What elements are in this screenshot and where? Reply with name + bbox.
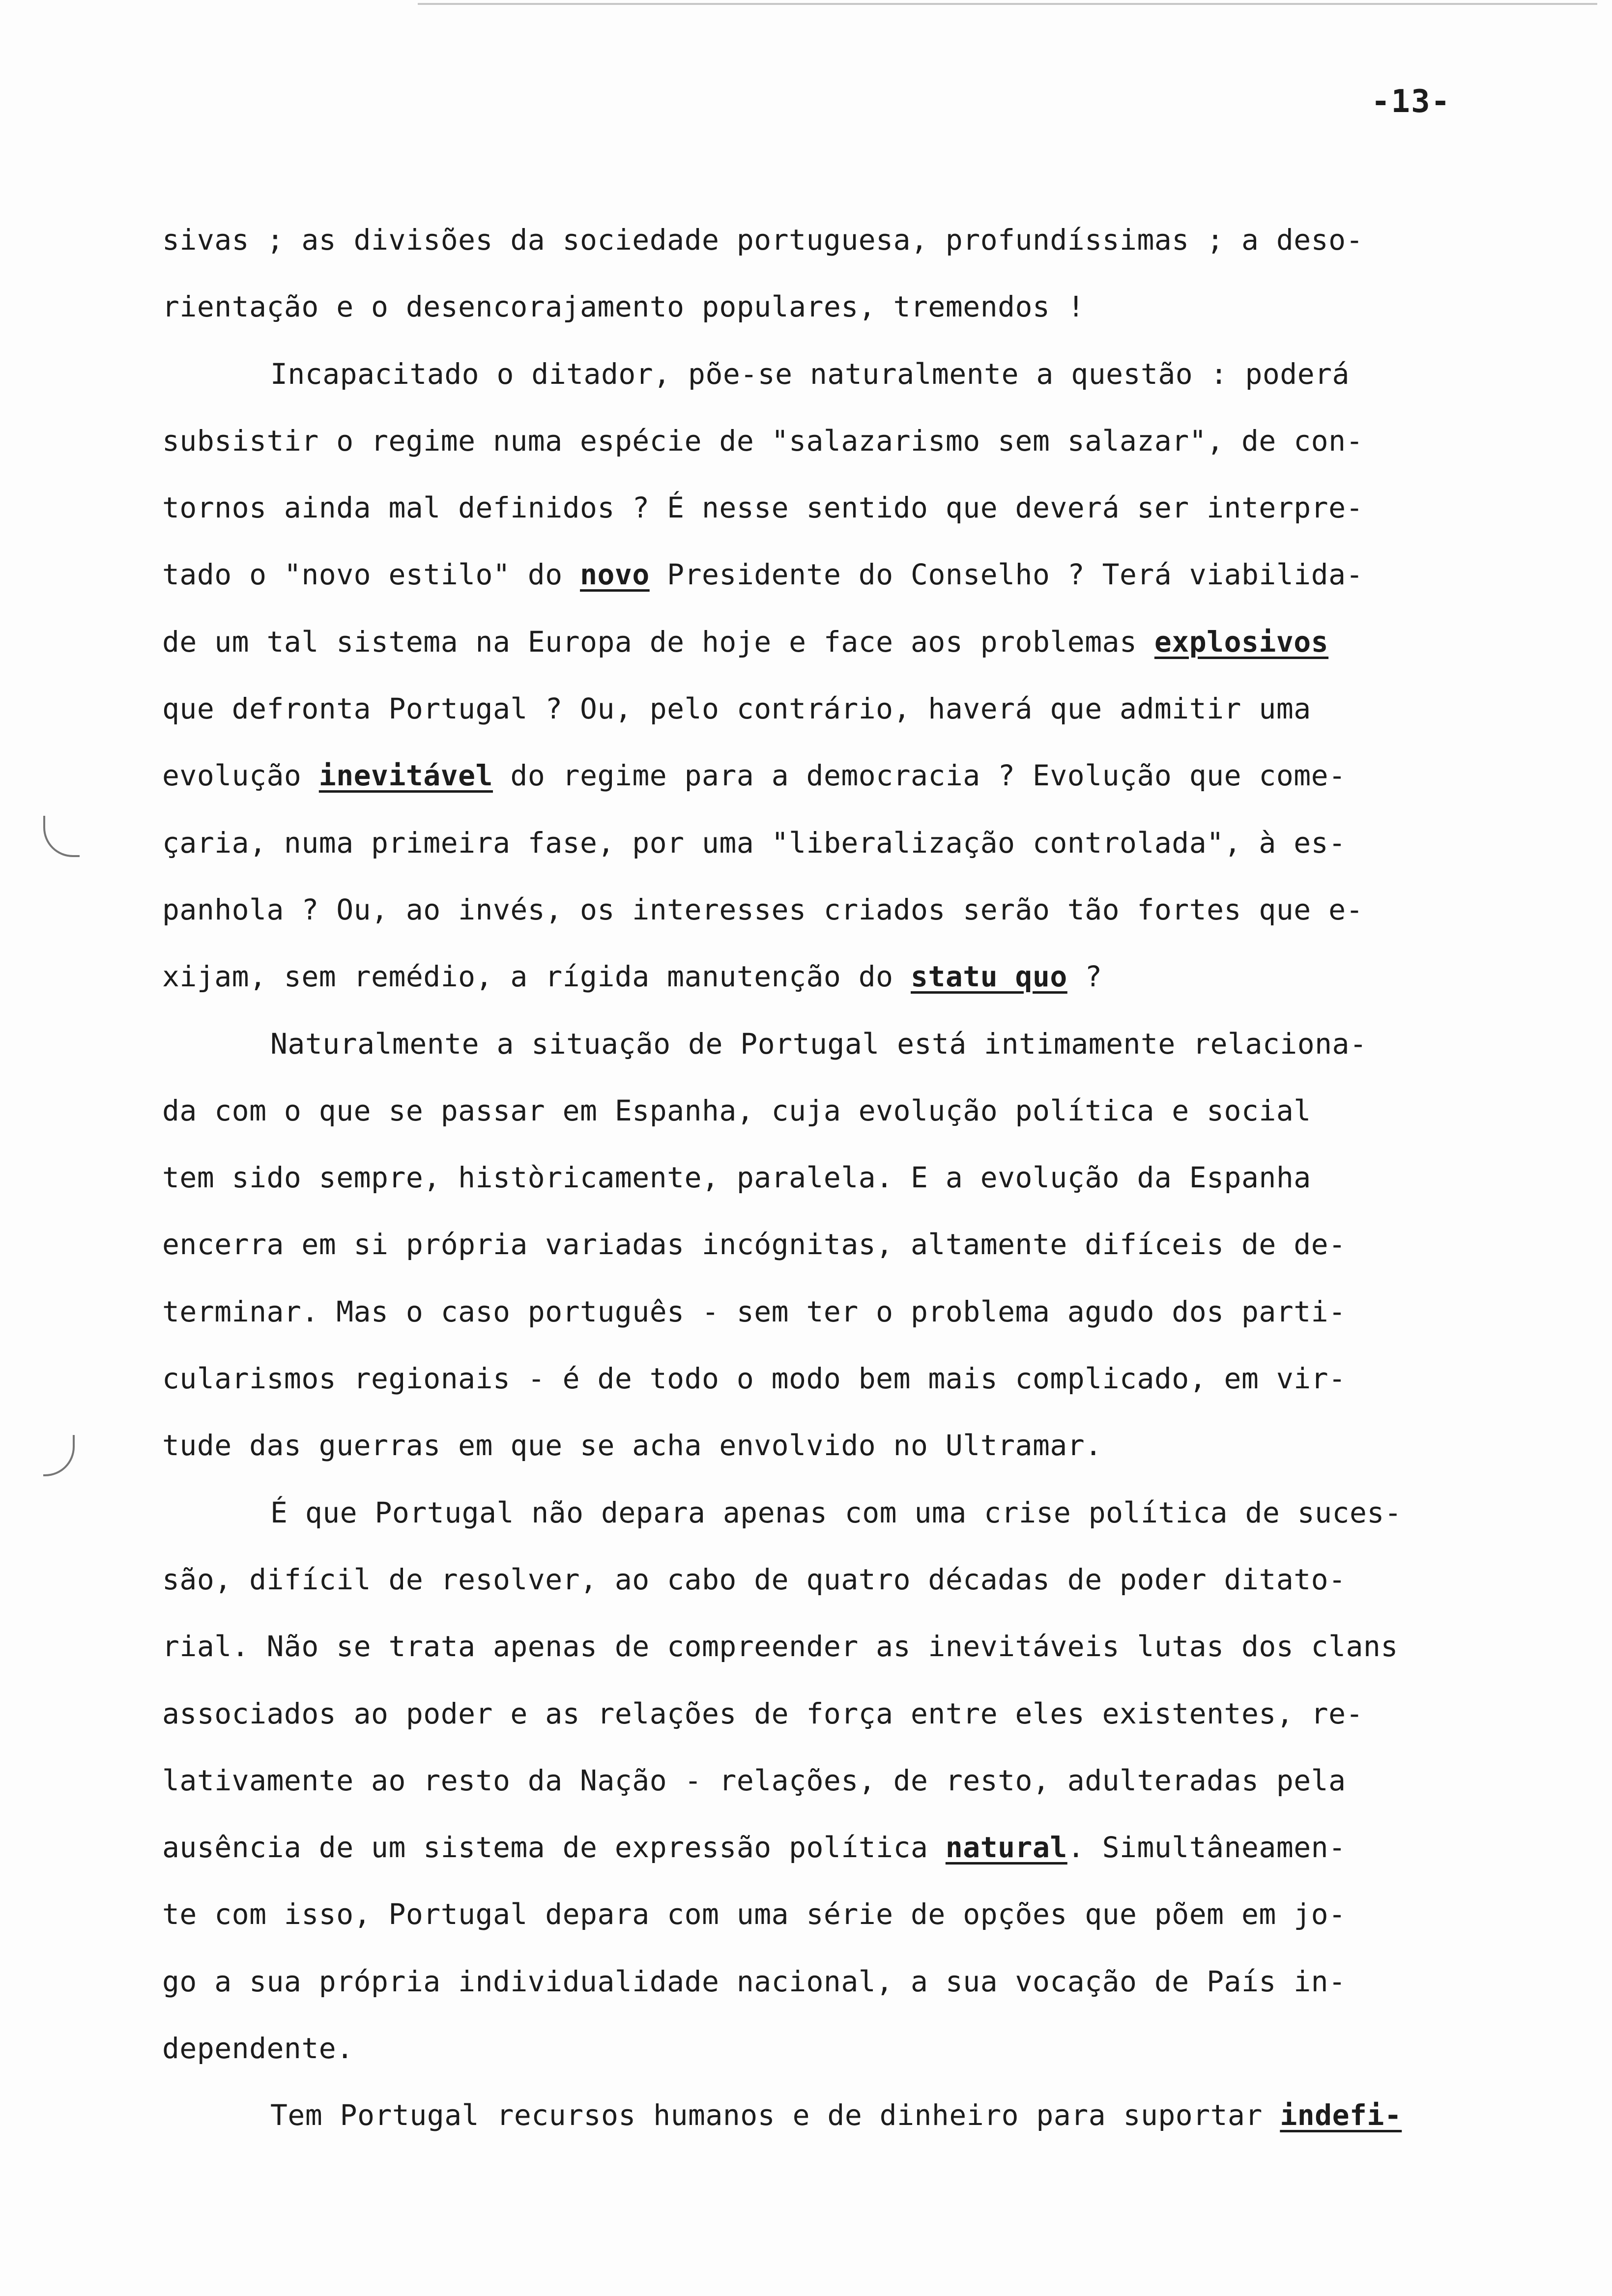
text-line — [162, 1345, 1573, 1412]
text-segment: ? — [1067, 960, 1102, 994]
text-line — [162, 273, 1573, 340]
text-line — [162, 341, 1573, 407]
text-line — [162, 876, 1573, 943]
text-line — [162, 1814, 1573, 1881]
text-line — [162, 1144, 1573, 1211]
text-segment: tem sido sempre, històricamente, paralela. E a evolução da Espanha — [162, 1161, 1311, 1195]
text-line — [162, 1546, 1573, 1613]
text-line — [162, 1680, 1573, 1747]
page-number: -13- — [1371, 84, 1451, 120]
text-segment: te com isso, Portugal depara com uma série de opções que põem em jo- — [162, 1897, 1346, 1931]
text-line — [162, 474, 1573, 541]
paragraph — [162, 1010, 1573, 1479]
text-segment: xijam, sem remédio, a rígida manutenção do — [162, 960, 911, 994]
underlined-text: inevitável — [318, 759, 493, 793]
text-line — [162, 2082, 1573, 2149]
text-line — [162, 1412, 1573, 1479]
underlined-text: novo — [580, 558, 650, 592]
text-segment: dependente. — [162, 2032, 354, 2066]
text-segment: rial. Não se trata apenas de compreender as inevitáveis lutas dos clans — [162, 1630, 1398, 1664]
text-segment: terminar. Mas o caso português - sem ter o problema agudo dos parti- — [162, 1294, 1346, 1328]
underlined-text: statu quo — [911, 960, 1067, 994]
text-segment: tude das guerras em que se acha envolvido no Ultramar. — [162, 1429, 1102, 1463]
text-segment: ausência de um sistema de expressão política — [162, 1831, 946, 1865]
text-line — [162, 1077, 1573, 1144]
text-line — [162, 943, 1573, 1010]
paragraph — [162, 206, 1573, 341]
text-line — [162, 675, 1573, 742]
text-segment: do regime para a democracia ? Evolução que come- — [492, 759, 1346, 793]
text-line — [162, 206, 1573, 273]
text-line — [162, 1010, 1573, 1077]
text-line — [162, 1479, 1573, 1546]
text-segment: panhola ? Ou, ao invés, os interesses criados serão tão fortes que e- — [162, 892, 1363, 926]
paragraph — [162, 341, 1573, 1010]
text-segment: que defronta Portugal ? Ou, pelo contrário, haverá que admitir uma — [162, 692, 1311, 726]
paragraph — [162, 1479, 1573, 2082]
text-segment: associados ao poder e as relações de força entre eles existentes, re- — [162, 1696, 1363, 1730]
text-line — [162, 407, 1573, 474]
text-line — [162, 1211, 1573, 1278]
text-line — [162, 1747, 1573, 1814]
text-segment: tado o "novo estilo" do — [162, 558, 580, 592]
text-segment: são, difícil de resolver, ao cabo de quatro décadas de poder ditato- — [162, 1562, 1346, 1596]
text-line — [162, 742, 1573, 809]
text-segment: subsistir o regime numa espécie de "salazarismo sem salazar", de con- — [162, 424, 1363, 458]
text-line — [162, 809, 1573, 876]
text-line — [162, 1948, 1573, 2015]
text-segment: . Simultâneamen- — [1067, 1831, 1346, 1865]
underlined-text: natural — [945, 1831, 1067, 1865]
text-line — [162, 541, 1573, 608]
text-segment: cularismos regionais - é de todo o modo bem mais complicado, em vir- — [162, 1362, 1346, 1396]
text-segment: É que Portugal não depara apenas com uma crise política de suces- — [270, 1495, 1402, 1529]
underlined-text: explosivos — [1154, 625, 1329, 659]
punch-hole-mark-icon — [43, 816, 80, 857]
typed-body-text — [162, 206, 1573, 2149]
text-segment: da com o que se passar em Espanha, cuja evolução política e social — [162, 1093, 1311, 1127]
text-segment: evolução — [162, 759, 319, 793]
text-segment: Naturalmente a situação de Portugal está intimamente relaciona- — [270, 1027, 1367, 1061]
paragraph — [162, 2082, 1573, 2149]
text-segment: Presidente do Conselho ? Terá viabilida- — [649, 558, 1363, 592]
punch-hole-mark-icon — [43, 1435, 75, 1476]
text-segment: Tem Portugal recursos humanos e de dinheiro para suportar — [270, 2098, 1280, 2132]
text-segment: tornos ainda mal definidos ? É nesse sentido que deverá ser interpre- — [162, 491, 1363, 525]
top-edge-rule — [418, 3, 1597, 5]
text-segment: sivas ; as divisões da sociedade portuguesa, profundíssimas ; a deso- — [162, 223, 1363, 257]
text-segment: lativamente ao resto da Nação - relações, de resto, adulteradas pela — [162, 1763, 1346, 1797]
underlined-text: indefi- — [1280, 2098, 1402, 2132]
text-segment: rientação e o desencorajamento populares, tremendos ! — [162, 290, 1085, 324]
text-segment: çaria, numa primeira fase, por uma "liberalização controlada", à es- — [162, 826, 1346, 860]
text-line — [162, 2015, 1573, 2082]
text-line — [162, 1278, 1573, 1345]
text-segment: go a sua própria individualidade nacional, a sua vocação de País in- — [162, 1964, 1346, 1998]
text-line — [162, 1881, 1573, 1948]
text-segment: encerra em si própria variadas incógnitas, altamente difíceis de de- — [162, 1228, 1346, 1262]
text-line — [162, 1613, 1573, 1680]
text-line — [162, 608, 1573, 675]
text-segment: Incapacitado o ditador, põe-se naturalmente a questão : poderá — [270, 357, 1350, 391]
text-segment: de um tal sistema na Europa de hoje e face aos problemas — [162, 625, 1154, 659]
